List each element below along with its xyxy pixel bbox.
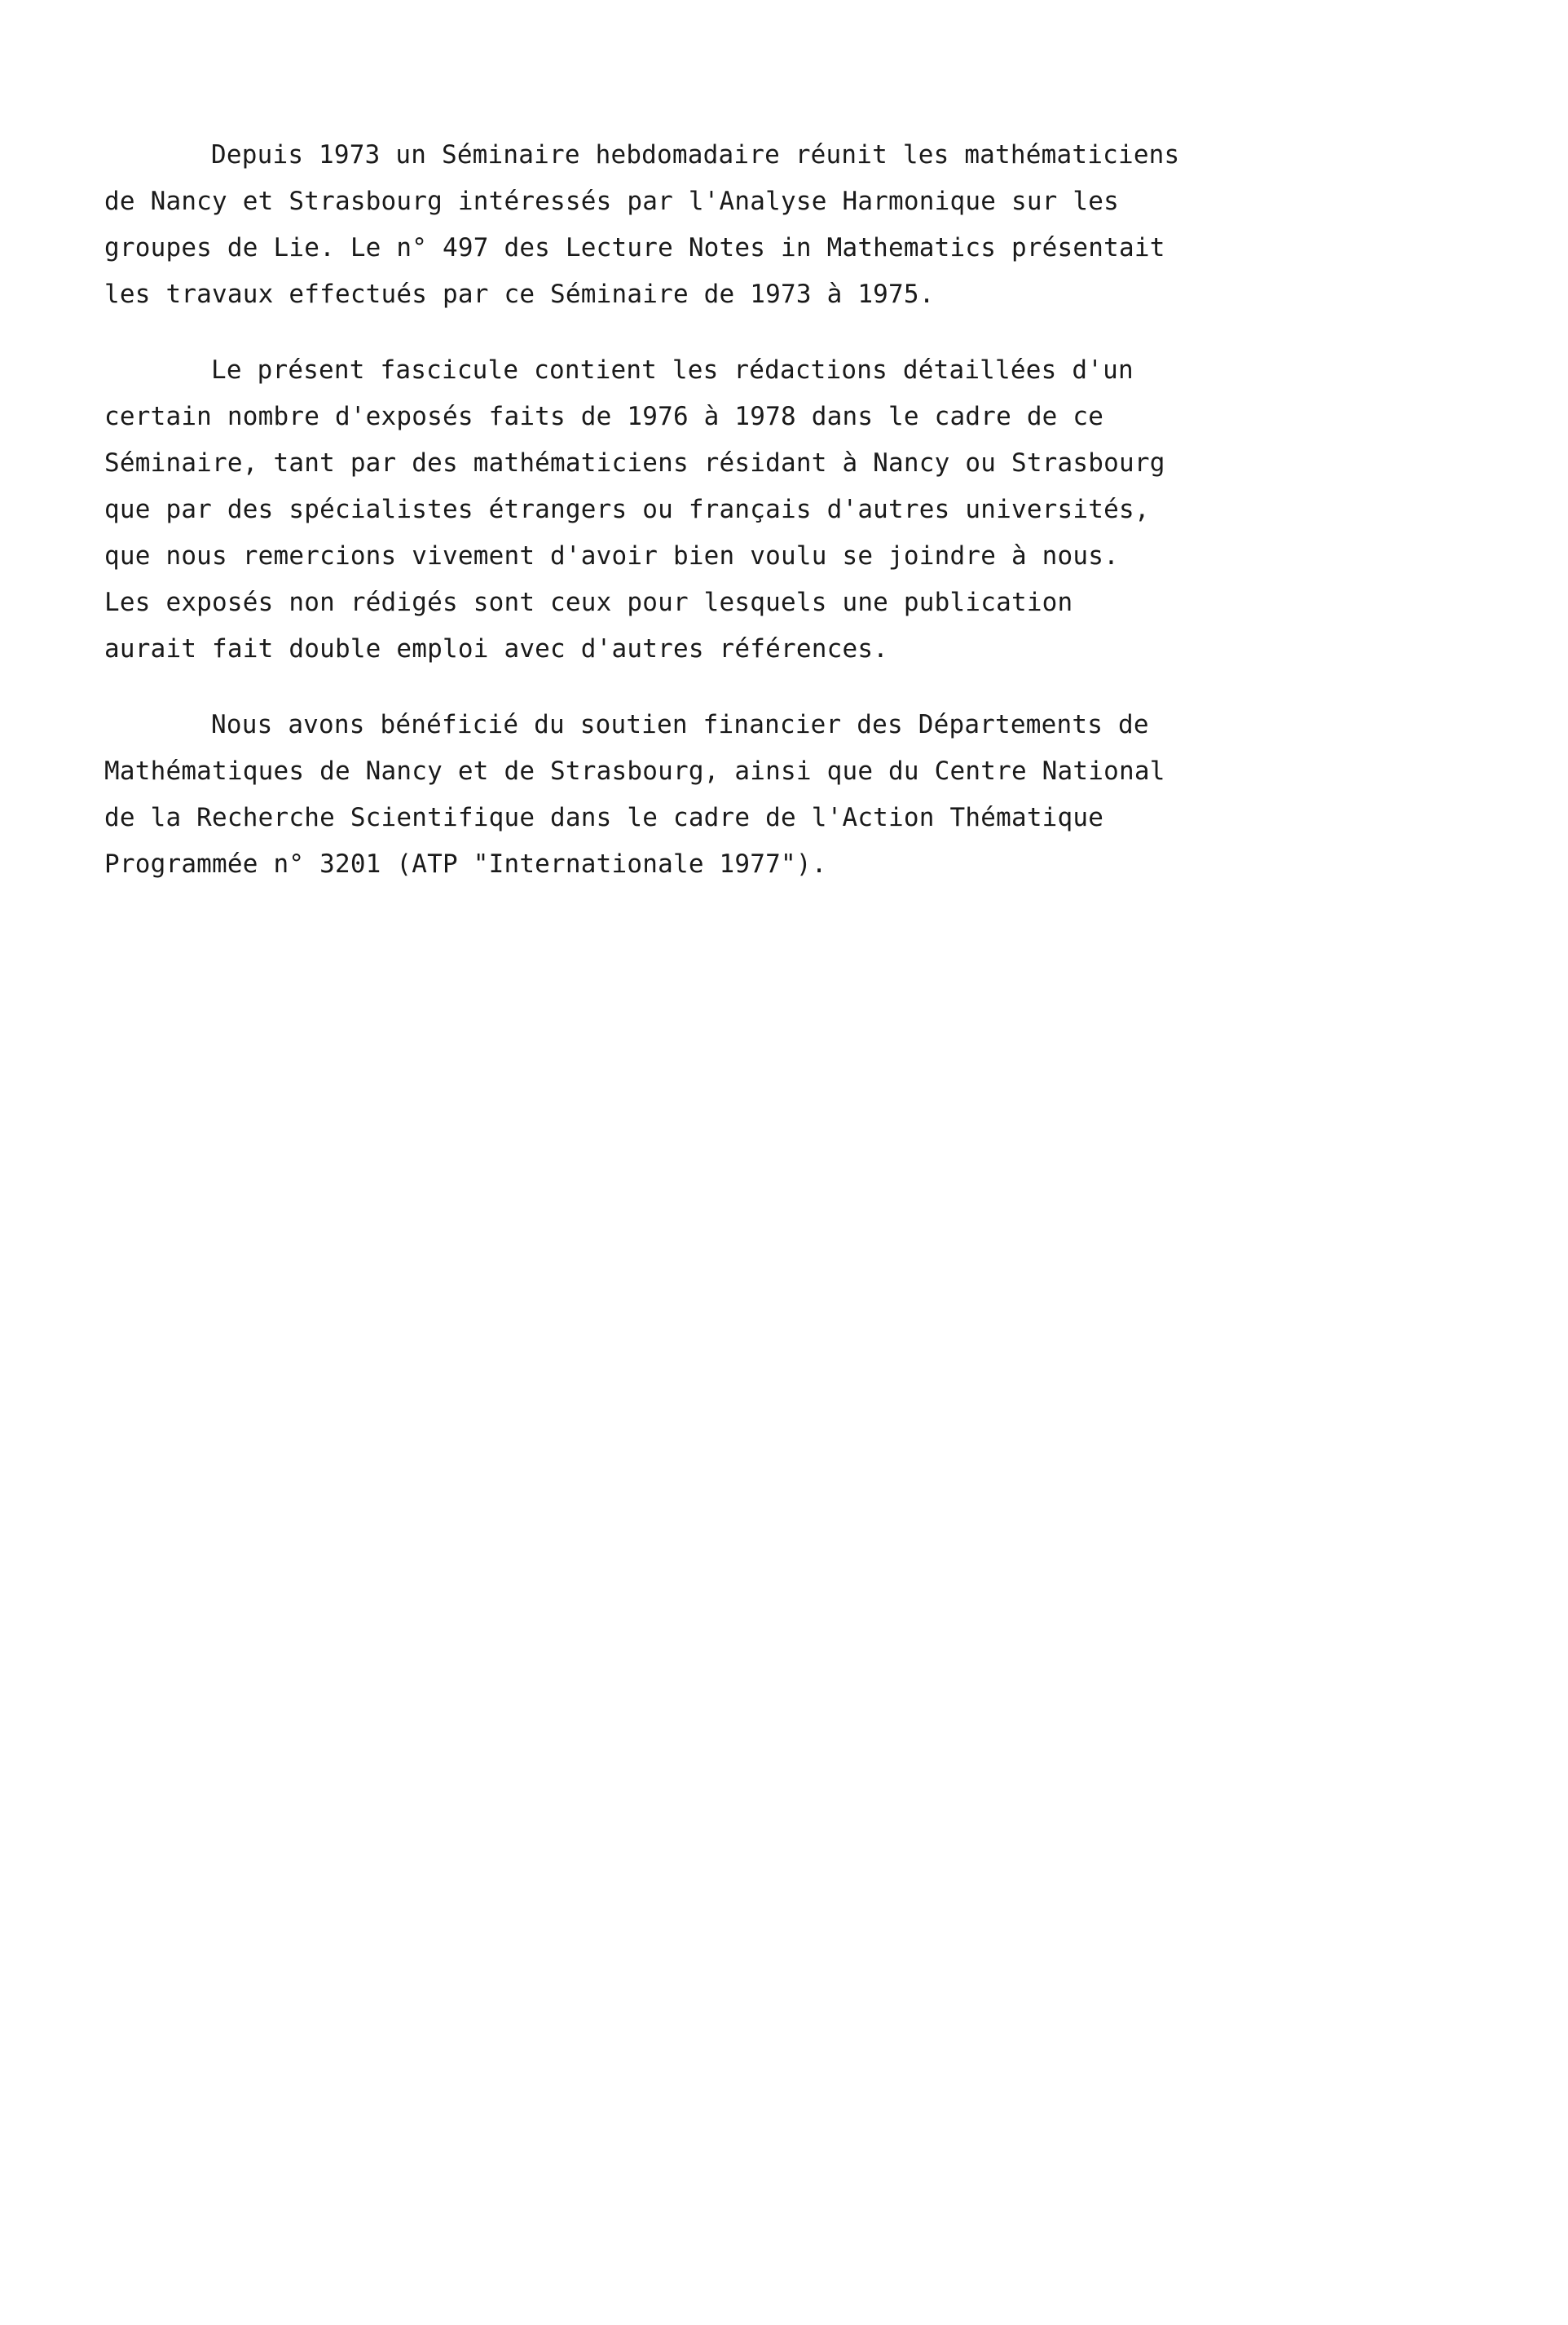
text-line: Programmée n° 3201 (ATP "Internationale 1977"). [104,849,827,879]
paragraph-1 [104,132,1310,318]
text-line: Depuis 1973 un Séminaire hebdomadaire réunit les mathématiciens [211,140,1180,170]
text-line: les travaux effectués par ce Séminaire de 1973 à 1975. [104,280,935,309]
text-line: Séminaire, tant par des mathématiciens résidant à Nancy ou Strasbourg [104,448,1165,478]
text-line: certain nombre d'exposés faits de 1976 à 1978 dans le cadre de ce [104,402,1104,431]
text-line: de la Recherche Scientifique dans le cadre de l'Action Thématique [104,803,1104,832]
text-line: Mathématiques de Nancy et de Strasbourg, ainsi que du Centre National [104,757,1165,786]
paragraph-3 [104,702,1310,888]
text-line: que par des spécialistes étrangers ou français d'autres universités, [104,495,1150,524]
text-line: groupes de Lie. Le n° 497 des Lecture Notes in Mathematics présentait [104,233,1165,262]
text-line: Les exposés non rédigés sont ceux pour lesquels une publication [104,588,1073,617]
preface-text [104,132,1310,917]
paragraph-2 [104,347,1310,673]
text-line: que nous remercions vivement d'avoir bien voulu se joindre à nous. [104,541,1119,571]
text-line: Le présent fascicule contient les rédactions détaillées d'un [211,355,1134,385]
text-line: aurait fait double emploi avec d'autres références. [104,634,889,664]
text-line: de Nancy et Strasbourg intéressés par l'Analyse Harmonique sur les [104,187,1119,216]
text-line: Nous avons bénéficié du soutien financier des Départements de [211,710,1149,739]
